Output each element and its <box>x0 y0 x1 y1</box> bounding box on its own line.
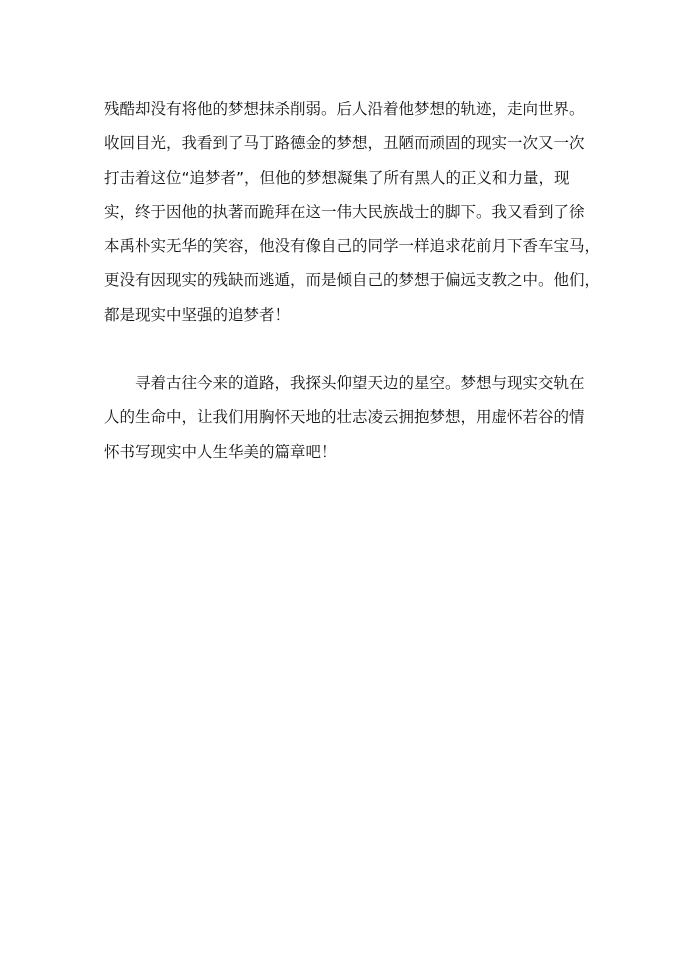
text-line: 本禹朴实无华的笑容，他没有像自己的同学一样追求花前月下香车宝马， <box>104 237 601 256</box>
text-line: 残酷却没有将他的梦想抹杀削弱。后人沿着他梦想的轨迹，走向世界。 <box>104 100 585 118</box>
text-line: 人的生命中，让我们用胸怀天地的壮志凌云拥抱梦想，用虚怀若谷的情 <box>104 408 585 427</box>
paragraph-1 <box>104 92 601 332</box>
paragraph-2 <box>104 366 594 469</box>
text-line: 收回目光，我看到了马丁路德金的梦想，丑陋而顽固的现实一次又一次 <box>104 134 585 153</box>
text-line: 都是现实中坚强的追梦者！ <box>104 305 291 324</box>
text-line: 打击着这位“追梦者”，但他的梦想凝集了所有黑人的正义和力量，现 <box>104 168 570 187</box>
text-line: 实，终于因他的执著而跪拜在这一伟大民族战士的脚下。我又看到了徐 <box>104 202 585 221</box>
text-line: 更没有因现实的残缺而逃遁，而是倾自己的梦想于偏远支教之中。他们， <box>104 271 601 290</box>
text-line: 寻着古往今来的道路，我探头仰望天边的星空。梦想与现实交轨在 <box>135 374 585 392</box>
text-line: 怀书写现实中人生华美的篇章吧！ <box>104 442 337 461</box>
